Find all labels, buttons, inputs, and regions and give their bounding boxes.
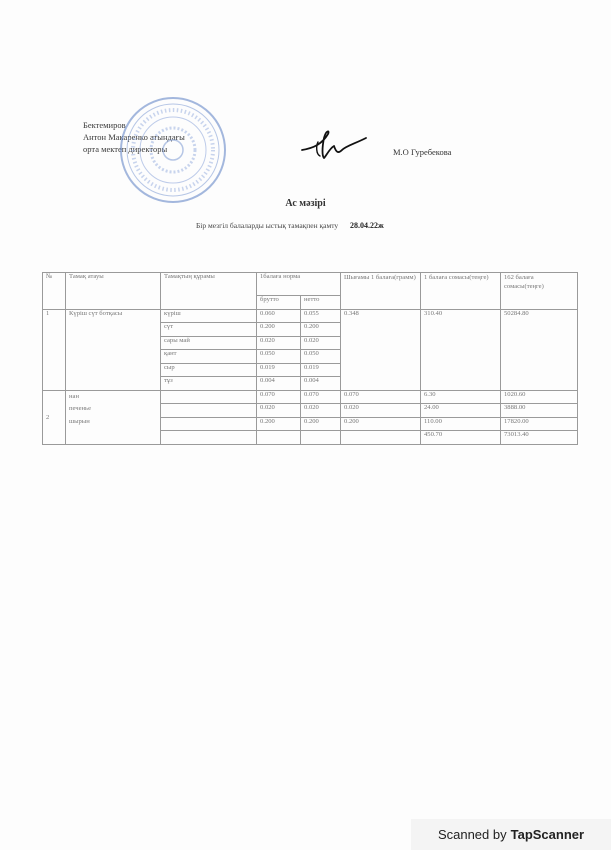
director-name: М.О Гуребекова [393, 147, 452, 157]
dish2-consumption: 0.200 [341, 417, 421, 431]
ingredient-name: қант [161, 350, 257, 364]
ingredient-netto: 0.050 [301, 350, 341, 364]
official-stamp-icon [118, 95, 228, 205]
ingredient-brutto: 0.200 [257, 323, 301, 337]
ingredient-name: сыр [161, 363, 257, 377]
dish2-per-child: 6.30 [421, 390, 501, 404]
dish2-total: 1020.60 [501, 390, 578, 404]
header-netto: нетто [301, 296, 341, 310]
header-name: Тамақ атауы [66, 273, 161, 310]
ingredient-brutto: 0.050 [257, 350, 301, 364]
header-total: 162 балаға сомасы(теңге) [501, 273, 578, 310]
totals-total: 73013.40 [501, 431, 578, 445]
dish2-total: 17820.00 [501, 417, 578, 431]
page-title: Ас мәзірі [285, 198, 326, 209]
header-composition: Тамақтың құрамы [161, 273, 257, 310]
ingredient-name: сүт [161, 323, 257, 337]
ingredient-netto: 0.200 [301, 323, 341, 337]
scanner-prefix: Scanned by [437, 827, 507, 842]
ingredient-name: күріш [161, 309, 257, 323]
ingredient-name: сары май [161, 336, 257, 350]
dish2-netto: 0.020 [301, 404, 341, 418]
empty-cell [161, 417, 257, 431]
dish1-name: Күріш сүт ботқасы [66, 309, 161, 390]
dish2-consumption: 0.070 [341, 390, 421, 404]
subtitle-text: Бір мезгіл балаларды ыстық тамақпен қамту [196, 221, 339, 230]
table-row [43, 390, 578, 404]
dish1-per-child: 310.40 [421, 309, 501, 390]
empty-cell [257, 431, 301, 445]
dish1-total: 50284.80 [501, 309, 578, 390]
approval-line-2: Антон Макаренко атындағы [83, 132, 185, 142]
signature-icon [300, 126, 368, 170]
header-per-child: 1 балаға сомасы(теңге) [421, 273, 501, 310]
page-subtitle [196, 221, 384, 230]
dish1-num: 1 [43, 309, 66, 390]
empty-cell [301, 431, 341, 445]
header-consumption: Шығамы 1 балаға(грамм) [341, 273, 421, 310]
ingredient-brutto: 0.004 [257, 377, 301, 391]
dish2-netto: 0.200 [301, 417, 341, 431]
dish2-per-child: 24.00 [421, 404, 501, 418]
ingredient-name: тұз [161, 377, 257, 391]
ingredient-netto: 0.019 [301, 363, 341, 377]
dish2-name: шырын [69, 417, 90, 425]
empty-cell [341, 431, 421, 445]
ingredient-brutto: 0.020 [257, 336, 301, 350]
dish2-consumption: 0.020 [341, 404, 421, 418]
totals-per-child: 450.70 [421, 431, 501, 445]
dish2-brutto: 0.200 [257, 417, 301, 431]
empty-cell [161, 390, 257, 404]
dish2-netto: 0.070 [301, 390, 341, 404]
header-brutto: брутто [257, 296, 301, 310]
ingredient-netto: 0.004 [301, 377, 341, 391]
subtitle-date: 28.04.22ж [350, 221, 384, 230]
table-header-row [43, 273, 578, 296]
empty-cell [161, 431, 257, 445]
dish2-name: печенье [69, 405, 91, 412]
dish2-brutto: 0.020 [257, 404, 301, 418]
approval-line-1: Бектемиров [83, 120, 126, 130]
ingredient-netto: 0.020 [301, 336, 341, 350]
menu-table [42, 272, 578, 445]
header-norm: 1балаға норма [257, 273, 341, 296]
ingredient-brutto: 0.060 [257, 309, 301, 323]
ingredient-netto: 0.055 [301, 309, 341, 323]
approval-line-3: орта мектеп директоры [83, 144, 168, 154]
table-row [43, 309, 578, 323]
dish1-consumption: 0.348 [341, 309, 421, 390]
header-num: № [43, 273, 66, 310]
empty-cell [161, 404, 257, 418]
scanner-brand: TapScanner [510, 827, 585, 842]
dish2-brutto: 0.070 [257, 390, 301, 404]
ingredient-brutto: 0.019 [257, 363, 301, 377]
dish2-total: 3888.00 [501, 404, 578, 418]
dish2-name: нан [69, 392, 79, 400]
dish2-names [66, 390, 161, 444]
dish2-per-child: 110.00 [421, 417, 501, 431]
scanner-watermark [411, 819, 611, 850]
dish2-num: 2 [43, 390, 66, 444]
